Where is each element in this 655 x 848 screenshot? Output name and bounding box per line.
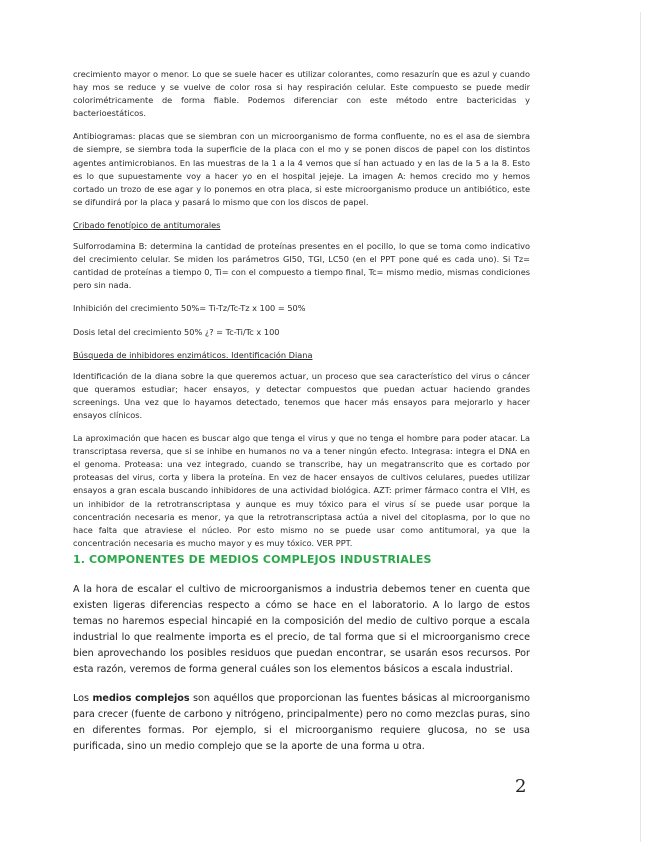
paragraph-colorantes: crecimiento mayor o menor. Lo que se suele hacer es utilizar colorantes, como resazurín que es azul y cuando hay mos se reduce y se vuelve de color rosa si hay respiración celular. Este compuesto se puede medir colorimétricamente de forma fiable. Podemos diferenciar con este método entre bactericidas y bacterioestáticos.	[73, 69, 530, 119]
text-prefix: Los	[73, 692, 93, 704]
formula-inhibicion: Inhibición del crecimiento 50%= Ti-Tz/Tc-Tz x 100 = 50%	[73, 303, 306, 314]
paragraph-sulforrodamina: Sulforrodamina B: determina la cantidad de proteínas presentes en el pocillo, lo que se toma como indicativo del crecimiento celular. Se miden los parámetros GI50, TGI, LC50 (en el PPT pone qué es cada uno). Si Tz= cantidad de proteínas a tiempo 0, Ti= con el compuesto a tiempo final, Tc= mismo medio, mismas condiciones pero sin nada.	[73, 241, 530, 291]
paragraph-identificacion: Identificación de la diana sobre la que queremos actuar, un proceso que sea característico del virus o cáncer que queramos estudiar; hacer ensayos, y detectar compuestos que puedan actuar haciendo grandes screenings. Una vez que lo hayamos detectado, tenemos que hacer más ensayos para mejorarlo y hacer ensayos clínicos.	[73, 370, 530, 420]
formula-dosis-letal: Dosis letal del crecimiento 50% ¿? = Tc-Ti/Tc x 100	[73, 326, 280, 337]
subheading-busqueda: Búsqueda de inhibidores enzimáticos. Identificación Diana	[73, 349, 313, 360]
text-rest: son aquéllos que proporcionan las fuentes básicas al microorganismo para crecer (fuente de carbono y nitrógeno, principalmente) pero no como mezclas puras, sino en diferentes formas. Por ejemplo, si el microorganismo requiere glucosa, no se usa purificada, sino un medio complejo que se la aporte de una forma u otra.	[73, 692, 530, 752]
subheading-cribado: Cribado fenotípico de antitumorales	[73, 219, 221, 230]
paragraph-aproximacion: La aproximación que hacen es buscar algo que tenga el virus y que no tenga el hombre para poder atacar. La transcriptasa reversa, que si se inhibe en humanos no va a tener ningún efecto. Integrasa: integra el DNA en el genoma. Proteasa: una vez integrado, cuando se transcribe, hay un megatranscrito que es cortado por proteasas del virus, corta y libera la proteína. En vez de hacer ensayos de cultivos celulares, puedes utilizar ensayos a gran escala buscando inhibidores de una actividad biológica. AZT: primer fármaco contra el VIH, es un inhibidor de la retrotranscriptasa y aunque es muy tóxico para el virus sí se puede usar porque la concentración necesaria es menor, ya que la retrotranscriptasa actúa a nivel del citoplasma, por lo que no hace falta que atraviese el núcleo. Por esto mismo no se puede usar como antitumoral, ya que la concentración necesaria es mucho mayor y es muy tóxico. VER PPT.	[73, 433, 530, 548]
page-body-large	[73, 582, 530, 767]
term-medios-complejos: medios complejos	[92, 692, 190, 704]
page-edge-line	[640, 12, 641, 842]
paragraph-medios-complejos	[73, 691, 530, 755]
page-body-small	[73, 68, 530, 560]
paragraph-escalar: A la hora de escalar el cultivo de microorganismos a industria debemos tener en cuenta que existen ligeras diferencias respecto a cómo se hace en el laboratorio. A lo largo de estos temas no haremos especial hincapié en la composición del medio de cultivo porque a escala industrial lo que realmente importa es el precio, de tal forma que si el microorganismo crece bien aprovechando los posibles residuos que puedan encontrar, se usarán esos recursos. Por esta razón, veremos de forma general cuáles son los elementos básicos a escala industrial.	[73, 584, 530, 676]
section-heading: 1. COMPONENTES DE MEDIOS COMPLEJOS INDUSTRIALES	[73, 553, 432, 566]
page-number: 2	[515, 776, 527, 797]
paragraph-antibiogramas: Antibiogramas: placas que se siembran con un microorganismo de forma confluente, no es el asa de siembra de siempre, se siembra toda la superficie de la placa con el mo y se ponen discos de papel con los distintos agentes antimicrobianos. En las muestras de la 1 a la 4 vemos que sí han actuado y en las de la 5 a la 8. Esto es lo que supuestamente voy a hacer yo en el hospital jejeje. La imagen A: hemos crecido mo y hemos cortado un trozo de ese agar y lo ponemos en otra placa, si este microorganismo produce un antibiótico, este se difundirá por la placa y pasará lo mismo que con los discos de papel.	[73, 131, 530, 207]
